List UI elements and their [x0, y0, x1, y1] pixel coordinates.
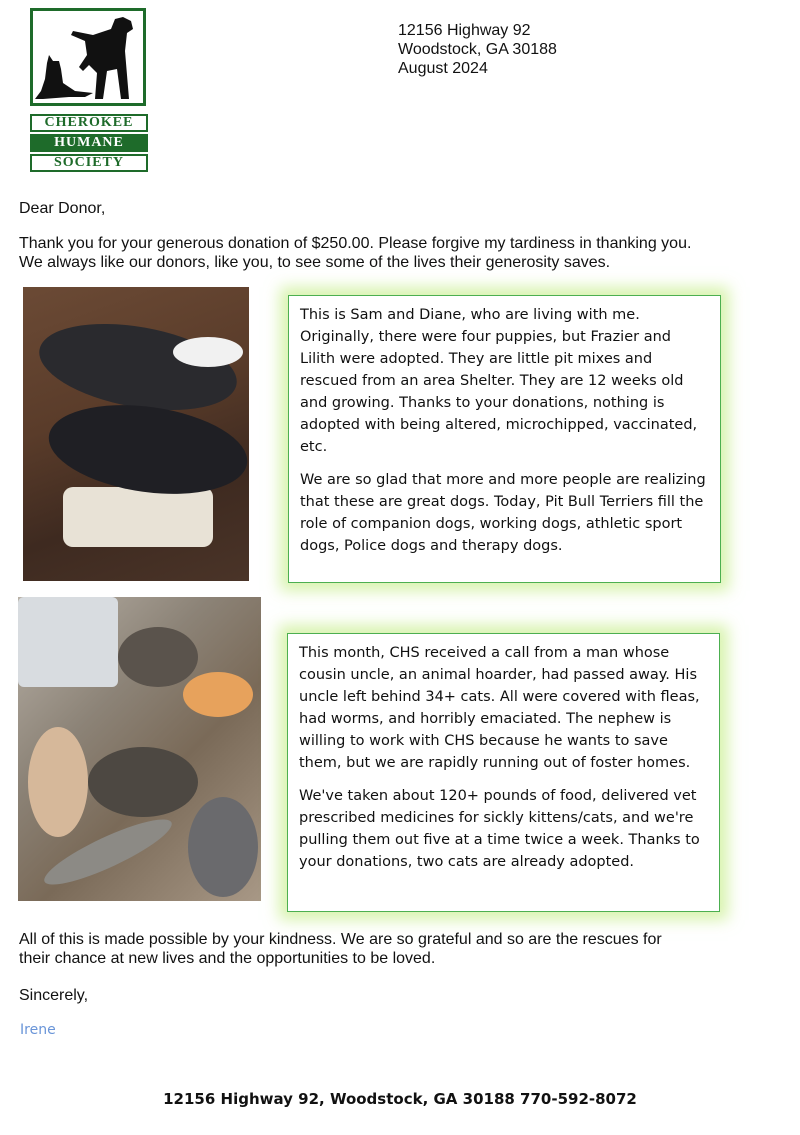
- intro-line: Thank you for your generous donation of $250.00. Please forgive my tardiness in thanking you.: [19, 235, 692, 252]
- intro-line: We always like our donors, like you, to see some of the lives their generosity saves.: [19, 254, 611, 271]
- logo-frame: [30, 8, 146, 106]
- footer-contact: 12156 Highway 92, Woodstock, GA 30188 770-592-8072: [163, 1090, 637, 1108]
- cats-photo: [18, 597, 261, 901]
- letter-date: August 2024: [398, 60, 488, 77]
- cat-and-dog-silhouette-icon: [33, 11, 143, 103]
- logo-text-humane: HUMANE: [30, 134, 148, 152]
- story-card-puppies: [288, 295, 721, 583]
- cherokee-humane-society-logo: [28, 8, 150, 174]
- closing-line: their chance at new lives and the opportunities to be loved.: [19, 950, 436, 967]
- story-paragraph: We are so glad that more and more people are realizing that these are great dogs. Today, Pit Bull Terriers fill the role of companion dogs, working dogs, athletic sport dogs, Police dogs and therapy dogs.: [300, 472, 706, 554]
- address-street: 12156 Highway 92: [398, 22, 531, 39]
- address-city: Woodstock, GA 30188: [398, 41, 557, 58]
- story-paragraph: This month, CHS received a call from a man whose cousin uncle, an animal hoarder, had passed away. His uncle left behind 34+ cats. All were covered with fleas, had worms, and horribly emaciated. The nephew is willing to work with CHS because he wants to save them, but we are rapidly running out of foster homes.: [299, 645, 700, 771]
- signature: Irene: [20, 1022, 56, 1038]
- closing-paragraph: [19, 930, 789, 968]
- intro-paragraph: [19, 234, 789, 272]
- story-card-cats: [287, 633, 720, 912]
- story-paragraph: We've taken about 120+ pounds of food, delivered vet prescribed medicines for sickly kittens/cats, and we're pulling them out five at a time twice a week. Thanks to your donations, two cats are already adopted.: [299, 788, 700, 870]
- sender-address: [398, 21, 557, 78]
- story-paragraph: This is Sam and Diane, who are living with me. Originally, there were four puppies, but Frazier and Lilith were adopted. They are little pit mixes and rescued from an area Shelter. They are 12 weeks old and growing. Thanks to your donations, nothing is adopted with being altered, microchipped, vaccinated, etc.: [300, 307, 698, 455]
- puppies-photo: [23, 287, 249, 581]
- logo-text-society: SOCIETY: [30, 154, 148, 172]
- signoff: Sincerely,: [19, 987, 89, 1004]
- salutation: Dear Donor,: [19, 200, 106, 217]
- closing-line: All of this is made possible by your kindness. We are so grateful and so are the rescues for: [19, 931, 662, 948]
- logo-text-cherokee: CHEROKEE: [30, 114, 148, 132]
